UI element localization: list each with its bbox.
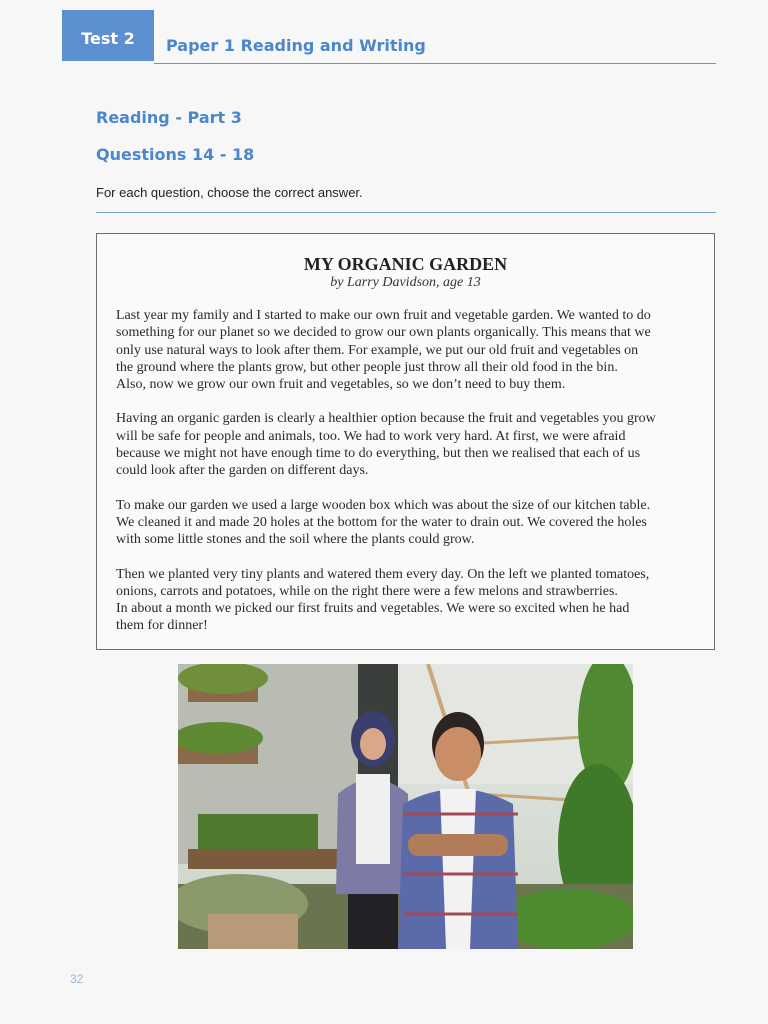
paragraph-line: only use natural ways to look after them. For example, we put our old fruit and vegetables on xyxy=(116,342,639,358)
article-box xyxy=(96,233,715,650)
paper-title: Paper 1 Reading and Writing xyxy=(166,36,426,55)
article-body xyxy=(116,307,706,652)
paragraph-line: onions, carrots and potatoes, while on the right there were a few melons and strawberries. xyxy=(116,583,618,599)
article-paragraph xyxy=(116,307,706,393)
paragraph-line: because we might not have enough time to do everything, but then we realised that each of us xyxy=(116,446,641,462)
paragraph-line: Having an organic garden is clearly a healthier option because the fruit and vegetables you grow xyxy=(116,411,656,427)
paragraph-line: To make our garden we used a large wooden box which was about the size of our kitchen table. xyxy=(116,497,651,513)
paragraph-line: In about a month we picked our first fruits and vegetables. We were so excited when he had xyxy=(116,601,630,617)
test-tab-label: Test 2 xyxy=(62,10,154,61)
questions-range-heading: Questions 14 - 18 xyxy=(96,145,255,164)
paragraph-line: Last year my family and I started to make our own fruit and vegetable garden. We wanted to do xyxy=(116,308,651,323)
paragraph-line: Also, now we grow our own fruit and vegetables, so we don’t need to buy them. xyxy=(116,377,566,393)
section-part-heading: Reading - Part 3 xyxy=(96,108,242,127)
paragraph-line: them for dinner! xyxy=(116,618,208,634)
article-byline: by Larry Davidson, age 13 xyxy=(330,275,481,290)
paragraph-line: will be safe for people and animals, too. We had to work very hard. At first, we were afraid xyxy=(116,428,626,444)
paragraph-line: could look after the garden on different days. xyxy=(116,463,369,479)
article-paragraph xyxy=(116,410,706,479)
header-divider xyxy=(154,63,716,64)
section-divider xyxy=(96,212,716,213)
instruction-text: For each question, choose the correct answer. xyxy=(96,185,363,200)
paragraph-line: something for our planet so we decided to grow our own plants organically. This means that we xyxy=(116,325,651,341)
paragraph-line: the ground where the plants grow, but other people just throw all their old food in the bin. xyxy=(116,359,618,375)
paragraph-line: with some little stones and the soil where the plants could grow. xyxy=(116,532,475,548)
garden-photo xyxy=(178,664,633,949)
page-number: 32 xyxy=(70,972,84,986)
paragraph-line: We cleaned it and made 20 holes at the bottom for the water to drain out. We covered the holes xyxy=(116,514,647,530)
article-title: MY ORGANIC GARDEN xyxy=(303,254,508,274)
article-paragraph xyxy=(116,566,706,635)
paragraph-line: Then we planted very tiny plants and watered them every day. On the left we planted tomatoes, xyxy=(116,566,650,582)
article-paragraph xyxy=(116,497,706,549)
